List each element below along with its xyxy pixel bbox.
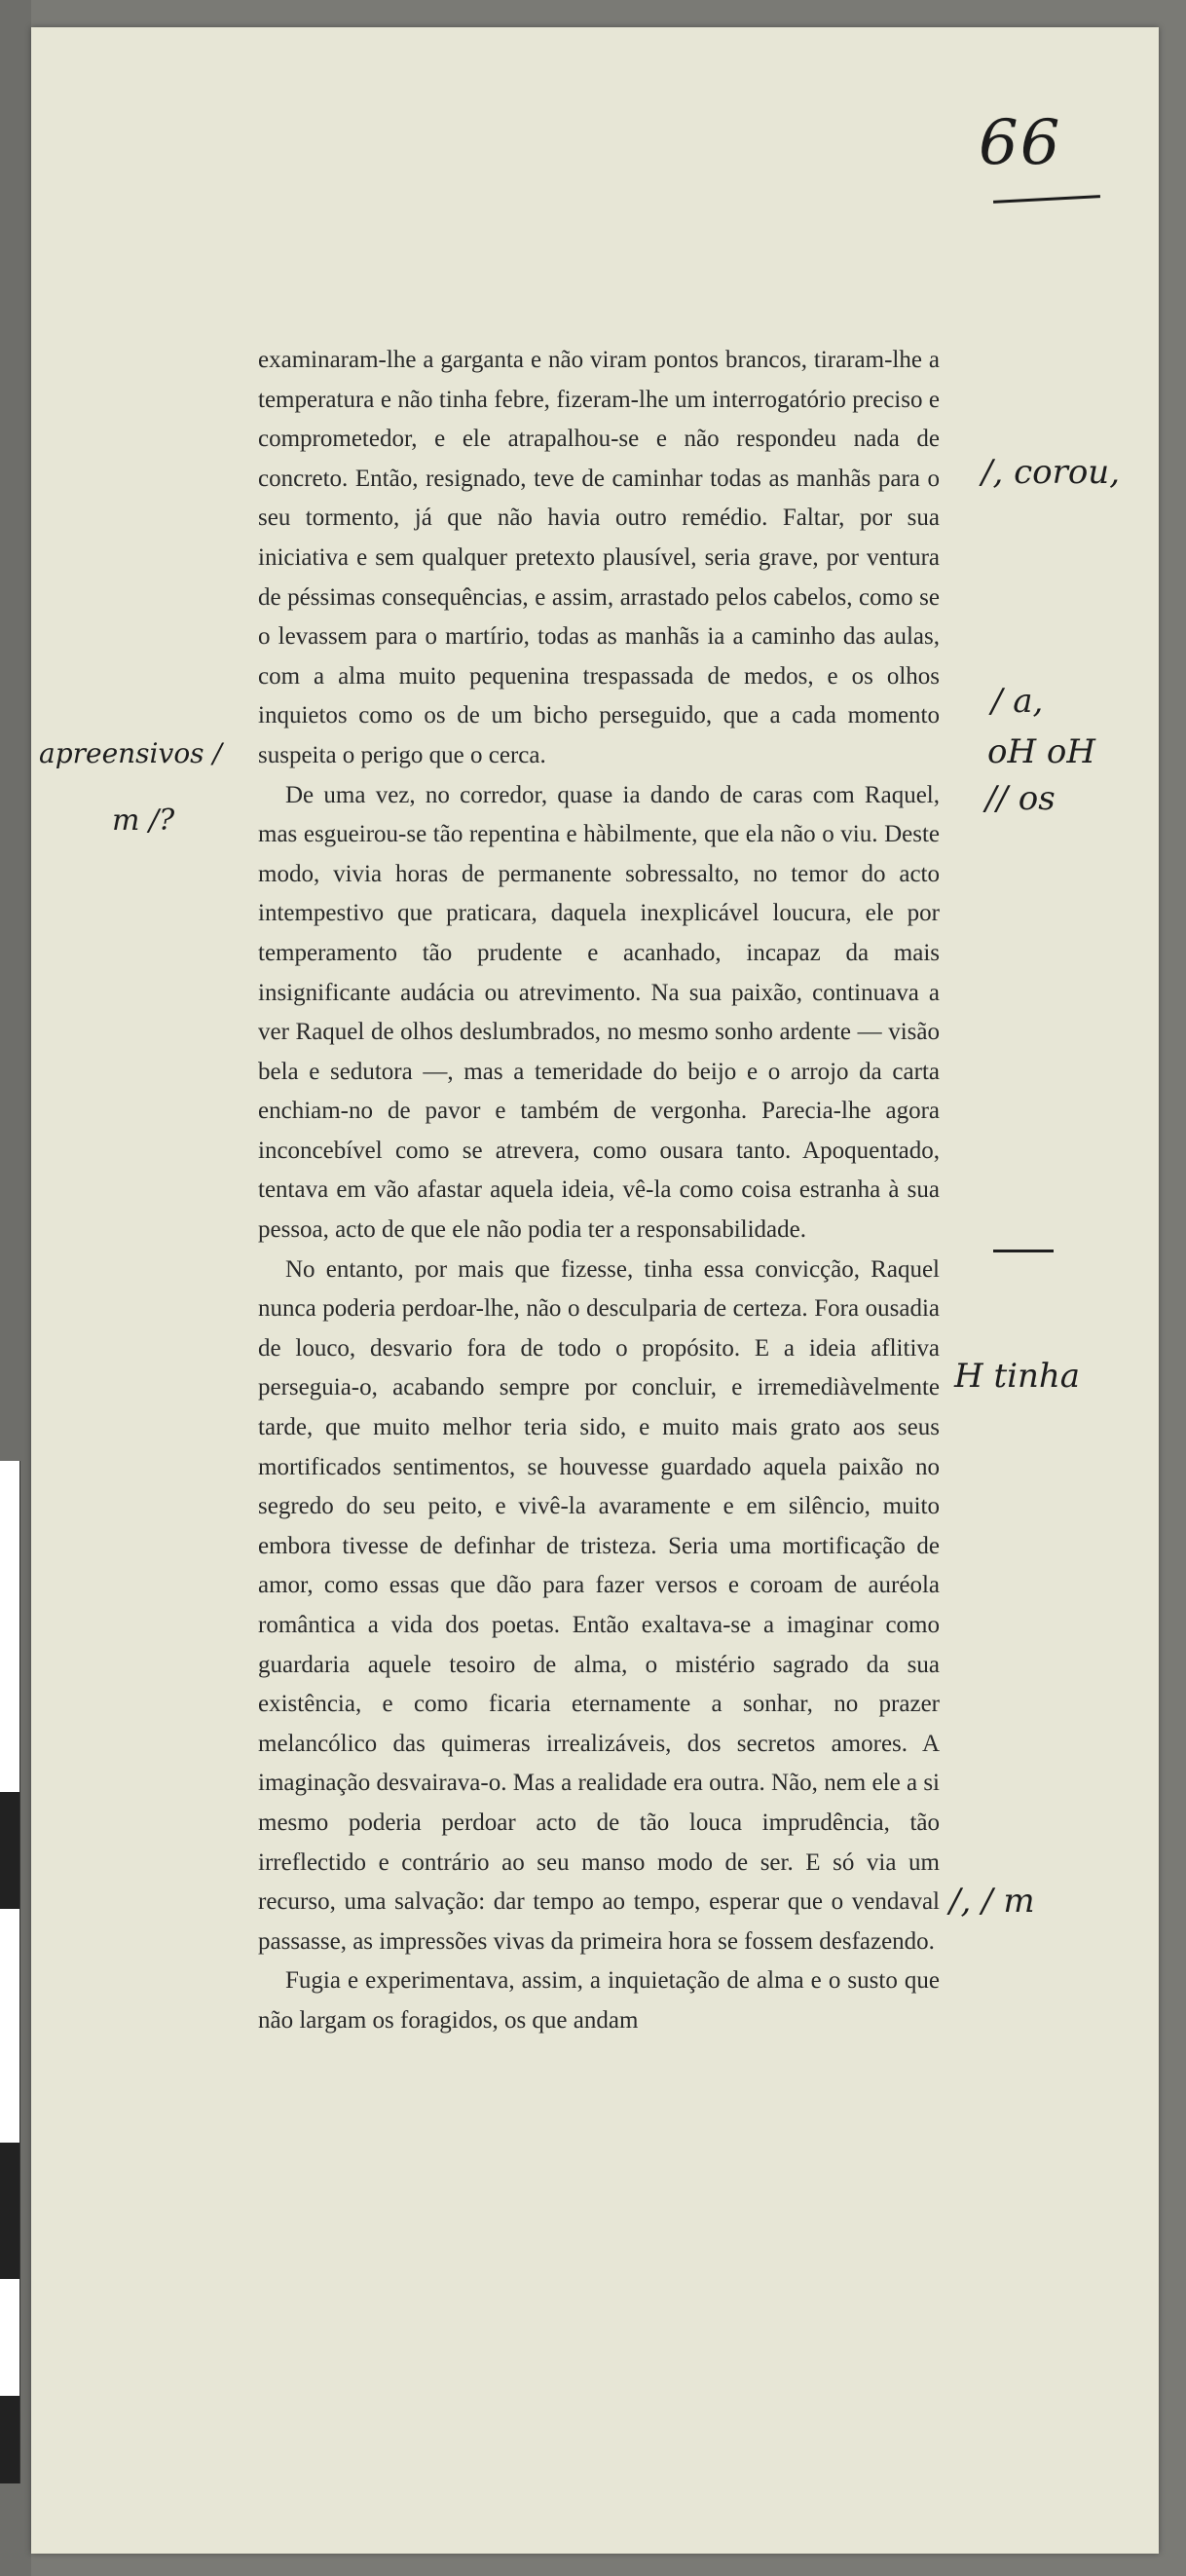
scale-segment [0,1792,19,1909]
color-scale-bar [0,1461,20,2483]
margin-note-left: m /? [112,803,175,838]
margin-note-right: / a, [991,682,1044,721]
margin-note-right: H tinha [954,1357,1081,1396]
margin-note-right: // os [985,779,1056,818]
paragraph: No entanto, por mais que fizesse, tinha essa convicção, Raquel nunca poderia perdoar-lhe, não o desculparia de certeza. Fora ousadia de louco, desvario fora de todo o propósito. E a ideia aflitiva perseguia-o, acabando sempre por concluir, e irremediàvelmente tarde, que muito melhor teria sido, e muito mais grato aos seus mortificados sentimentos, se houvesse guardado aquela paixão no segredo do seu peito, e vivê-la avaramente e em silêncio, muito embora tivesse de definhar de tristeza. Seria uma mortificação de amor, como essas que dão para fazer versos e coroam de auréola romântica a vida dos poetas. Então exaltava-se a imaginar como guardaria aquele tesoiro de alma, o mistério sagrado da sua existência, e como ficaria eternamente a sonhar, no prazer melancólico das quimeras irrealizáveis, dos secretos amores. A imaginação desvairava-o. Mas a realidade era outra. Não, nem ele a si mesmo poderia perdoar acto de tão louca imprudência, tão irreflectido e contrário ao seu manso modo de ser. E só via um recurso, uma salvação: dar tempo ao tempo, esperar que o vendaval passasse, as impressões vivas da primeira hora se fossem desfazendo. [258,1255,940,1955]
margin-note-right: oH oH [987,732,1096,771]
margin-note-right: /, / m [949,1882,1035,1921]
scale-segment [0,2396,19,2483]
margin-dash-mark [993,1250,1054,1252]
typed-text-block [258,341,940,2041]
paragraph: examinaram-lhe a garganta e não viram pontos brancos, tiraram-lhe a temperatura e não tinha febre, fizeram-lhe um interrogatório preciso e comprometedor, e ele atrapalhou-se e não respondeu nada de concreto. Então, resignado, teve de caminhar todas as manhãs para o seu tormento, já que não havia outro remédio. Faltar, por sua iniciativa e sem qualquer pretexto plausível, seria grave, por ventura de péssimas consequências, e assim, arrastado pelos cabelos, como se o levassem para o martírio, todas as manhãs ia a caminho das aulas, com a alma muito pequenina trespassada de medos, e os olhos inquietos como os de um bicho perseguido, que a cada momento suspeita o perigo que o cerca. [258,347,940,768]
paragraph: De uma vez, no corredor, quase ia dando de caras com Raquel, mas esgueirou-se tão repentina e hàbilmente, que ela não o viu. Deste modo, vivia horas de permanente sobressalto, no temor do acto intempestivo que praticara, daquela inexplicável loucura, ele por temperamento tão prudente e acanhado, incapaz da mais insignificante audácia ou atrevimento. Na sua paixão, continuava a ver Raquel de olhos deslumbrados, no mesmo sonho ardente — visão bela e sedutora —, mas a temeridade do beijo e o arrojo da carta enchiam-no de pavor e também de vergonha. Parecia-lhe agora inconcebível como se atrevera, como ousara tanto. Apoquentado, tentava em vão afastar aquela ideia, vê-la como coisa estranha à sua pessoa, acto de que ele não podia ter a responsabilidade. [258,781,940,1244]
paragraph: Fugia e experimentava, assim, a inquietação de alma e o susto que não largam os foragidos, os que andam [258,1967,940,2034]
scanner-background-strip [0,0,31,2576]
margin-note-left: apreensivos / [39,737,222,769]
page-number: 66 [979,107,1062,179]
scale-segment [0,2143,19,2279]
margin-note-right: /, corou, [982,453,1121,492]
